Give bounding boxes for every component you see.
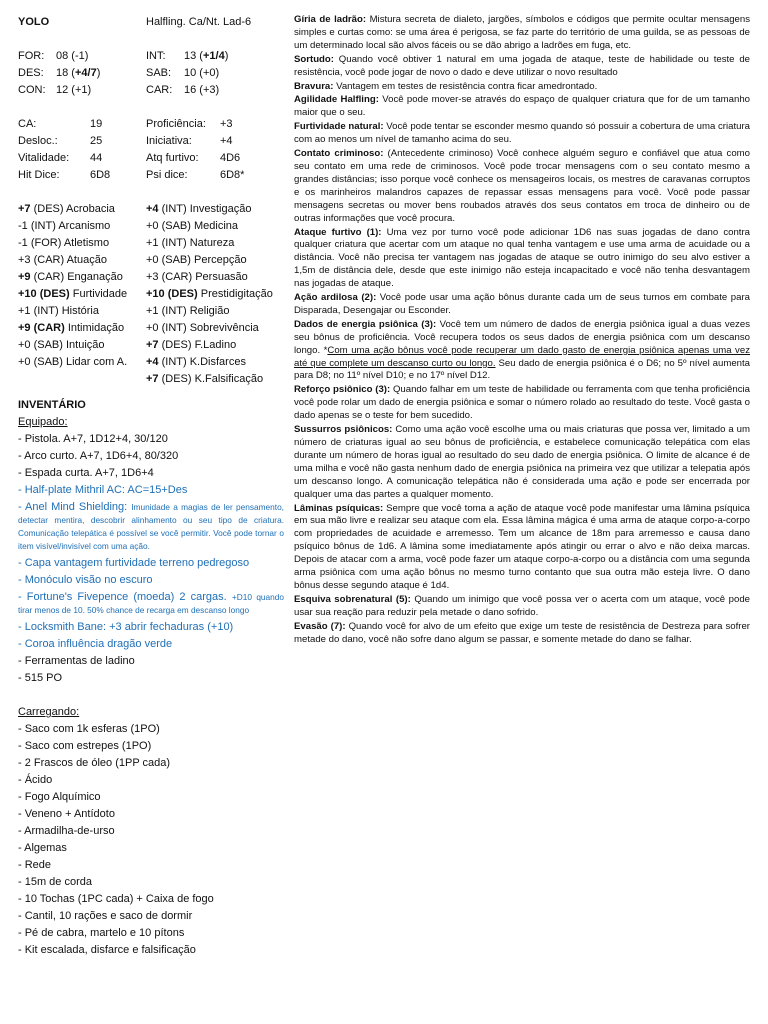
- ability-value: 10 (+0): [184, 67, 220, 79]
- skill-row: [18, 252, 284, 269]
- character-column: [18, 14, 284, 959]
- skill-row: [18, 235, 284, 252]
- item-name: - Anel Mind Shielding:: [18, 501, 128, 513]
- ability-label: SAB:: [146, 67, 172, 79]
- feature-paragraph: [294, 424, 750, 501]
- skill-name: (DES) K.Falsificação: [158, 373, 264, 385]
- skill-name: (DES) Acrobacia: [30, 203, 115, 215]
- carried-item: - Fogo Alquímico: [18, 791, 101, 803]
- equipped-item: - 515 PO: [18, 672, 63, 684]
- stat-row: [18, 133, 284, 150]
- stat-label: Psi dice:: [146, 169, 188, 181]
- feature-paragraph: [294, 94, 750, 120]
- feature-title: Reforço psiônico (3):: [294, 384, 391, 396]
- feature-paragraph: [294, 503, 750, 593]
- equipped-item: - Pistola. A+7, 1D12+4, 30/120: [18, 433, 168, 445]
- carried-item: - Armadilha-de-urso: [18, 825, 115, 837]
- stat-label: Desloc.:: [18, 135, 58, 147]
- ability-label: CAR:: [146, 84, 173, 96]
- carried-item: - Saco com estrepes (1PO): [18, 740, 152, 752]
- skill-name: +0 (SAB) Intuição: [18, 339, 105, 351]
- ability-tail: ): [96, 67, 101, 79]
- skill-name: (INT) Investigação: [158, 203, 252, 215]
- carrying-list: [18, 721, 284, 959]
- equipped-item: - Arco curto. A+7, 1D6+4, 80/320: [18, 450, 179, 462]
- skill-row: [18, 320, 284, 337]
- feature-paragraph: [294, 594, 750, 620]
- feature-text: Quando você obtiver 1 natural em uma jogada de ataque, teste de habilidade ou teste de resistência, você pode jogar de novo o dado e deve utilizar o novo resultado: [294, 53, 750, 78]
- equipped-item: [18, 501, 284, 553]
- feature-text: (Antecedente criminoso) Você conhece alguém seguro e confiável que atua como seu contato em uma rede de criminosos. Você pode trocar mensagens com o seu contato mesmo a grandes distâncias; isso porque você conhece os mensageiros locais, os mestres de caravanas corruptos e os marinheiros malandros capazes de repassar essas mensagens para você. Você pode passar mensagens secretas ou mover bens roubados através dos seus contatos em troca de dinheiro ou de outras informações que você procura.: [294, 148, 750, 224]
- feature-title: Dados de energia psiônica (3):: [294, 318, 437, 330]
- stat-label: Atq furtivo:: [146, 152, 199, 164]
- skill-row: [18, 286, 284, 303]
- item-note: +D10 quando tirar menos de 10. 50% chance de recarga em descanso longo: [18, 592, 285, 615]
- equipped-item: - Ferramentas de ladino: [18, 655, 135, 667]
- feature-title: Lâminas psíquicas:: [294, 502, 384, 514]
- ability-tail: ): [224, 50, 229, 62]
- equipped-item: - Espada curta. A+7, 1D6+4: [18, 467, 154, 479]
- ability-label: INT:: [146, 50, 166, 62]
- skill-name: +1 (INT) História: [18, 305, 99, 317]
- feature-paragraph: [294, 292, 750, 318]
- feature-title: Ação ardilosa (2):: [294, 292, 377, 304]
- skill-name: +3 (CAR) Persuasão: [146, 271, 248, 283]
- equipped-label: Equipado:: [18, 416, 68, 428]
- ability-mod: +4/7: [74, 67, 97, 79]
- skills-list: [18, 201, 284, 388]
- feature-text: Você pode mover-se através do espaço de qualquer criatura que for de um tamanho maior que o seu.: [294, 94, 750, 119]
- feature-paragraph: [294, 621, 750, 647]
- skill-mod: +7: [146, 339, 159, 351]
- features-column: [294, 14, 750, 648]
- equipped-item: - Monóculo visão no escuro: [18, 574, 153, 586]
- carried-item: - Saco com 1k esferas (1PO): [18, 723, 160, 735]
- skill-mod: +7: [146, 373, 159, 385]
- skill-row: [18, 201, 284, 218]
- feature-title: Bravura:: [294, 80, 334, 92]
- equipped-item: - Locksmith Bane: +3 abrir fechaduras (+10): [18, 621, 234, 633]
- skill-row: [18, 303, 284, 320]
- stat-value: 44: [90, 152, 103, 164]
- stat-value: 6D8*: [220, 169, 245, 181]
- stat-value: 6D8: [90, 169, 111, 181]
- skill-name: Furtividade: [69, 288, 128, 300]
- skill-name: Prestidigitação: [197, 288, 273, 300]
- feature-paragraph: [294, 148, 750, 225]
- feature-text: Você pode usar uma ação bônus durante cada um de seus turnos em combate para Disparada, Desengajar ou Esconder.: [294, 292, 750, 316]
- feature-title: Furtividade natural:: [294, 121, 384, 133]
- carried-item: - 10 Tochas (1PC cada) + Caixa de fogo: [18, 893, 214, 905]
- stat-label: Proficiência:: [146, 118, 206, 130]
- skill-row: [18, 218, 284, 235]
- header-row: [18, 14, 284, 31]
- skill-name: (CAR) Enganação: [30, 271, 123, 283]
- stat-row: [18, 167, 284, 184]
- skill-name: +3 (CAR) Atuação: [18, 254, 107, 266]
- ability-label: DES:: [18, 67, 44, 79]
- ability-scores: [18, 48, 284, 99]
- inventory-title: INVENTÁRIO: [18, 399, 86, 411]
- inventory-section: [18, 397, 284, 959]
- stat-label: Iniciativa:: [146, 135, 192, 147]
- ability-mod: +1/4: [202, 50, 225, 62]
- stat-value: 19: [90, 118, 103, 130]
- stat-value: 25: [90, 135, 103, 147]
- ability-row: [18, 65, 284, 82]
- item-name: - Fortune's Fivepence (moeda) 2 cargas.: [18, 591, 227, 603]
- skill-name: -1 (FOR) Atletismo: [18, 237, 110, 249]
- skill-name: +0 (SAB) Lidar com A.: [18, 356, 128, 368]
- stat-label: Vitalidade:: [18, 152, 70, 164]
- feature-text: Uma vez por turno você pode adicionar 1D6 nas suas jogadas de dano contra qualquer criatura que acertar com um ataque no qual tenha vantagem e use uma arma de acuidade ou a distância. Você não precisa ter vantagem nas jogadas de ataque se outro inimigo do seu alvo estiver a 1,5m de distância dele, desde que este inimigo não esteja incapacitado e você não tenha desvantagem nas jogadas de ataque.: [294, 226, 750, 290]
- skill-name: Intimidação: [64, 322, 125, 334]
- equipped-item: [18, 591, 284, 617]
- character-name: YOLO: [18, 16, 50, 28]
- skill-name: +0 (SAB) Percepção: [146, 254, 247, 266]
- ability-label: CON:: [18, 84, 46, 96]
- skill-mod: +10 (DES): [18, 288, 70, 300]
- stat-value: +4: [220, 135, 233, 147]
- feature-title: Agilidade Halfling:: [294, 94, 379, 106]
- feature-title: Sortudo:: [294, 53, 334, 65]
- ability-value: 13 (: [184, 50, 203, 62]
- skill-name: -1 (INT) Arcanismo: [18, 220, 111, 232]
- equipped-item: - Coroa influência dragão verde: [18, 638, 173, 650]
- feature-title: Gíria de ladrão:: [294, 14, 367, 25]
- ability-value: 16 (+3): [184, 84, 220, 96]
- feature-text-tail: Seu dado de energia psiônica é o D6; no 5º nível aumenta para D8; no 11º nível D10; e no 17º nível D12.: [294, 357, 751, 382]
- skill-row: [18, 337, 284, 354]
- race-class: Halfling. Ca/Nt. Lad-6: [146, 16, 252, 28]
- feature-title: Contato criminoso:: [294, 148, 384, 160]
- ability-row: [18, 82, 284, 99]
- feature-text: Você tem um número de dados de energia psiônica igual a duas vezes seu bônus de proficiência. Você recupera todos os seus dados de energia psiônica com um descanso longo. *: [294, 318, 750, 356]
- skill-name: (INT) K.Disfarces: [158, 356, 246, 368]
- stat-label: Hit Dice:: [18, 169, 60, 181]
- ability-label: FOR:: [18, 50, 45, 62]
- ability-value: 18 (: [56, 67, 75, 79]
- skill-mod: +9: [18, 271, 31, 283]
- feature-paragraph: [294, 319, 750, 384]
- feature-title: Sussurros psiônicos:: [294, 424, 393, 436]
- feature-paragraph: [294, 121, 750, 147]
- feature-underlined: Com uma ação bônus você pode recuperar um dado gasto de energia psiônica apenas uma vez até que complete um descanso curto ou longo.: [294, 344, 750, 369]
- equipped-item: - Capa vantagem furtividade terreno pedregoso: [18, 557, 250, 569]
- ability-value: 08 (-1): [56, 50, 89, 62]
- skill-row: [18, 269, 284, 286]
- skill-mod: +7: [18, 203, 31, 215]
- stat-value: +3: [220, 118, 233, 130]
- skill-mod: +9 (CAR): [18, 322, 65, 334]
- skill-row: [18, 371, 284, 388]
- skill-name: +1 (INT) Natureza: [146, 237, 235, 249]
- feature-paragraph: [294, 227, 750, 292]
- skill-name: +0 (INT) Sobrevivência: [146, 322, 259, 334]
- feature-title: Esquiva sobrenatural (5):: [294, 593, 411, 605]
- skill-row: [18, 354, 284, 371]
- feature-text: Mistura secreta de dialeto, jargões, símbolos e códigos que permite ocultar mensagens simples e curtas como: se uma área é perigosa, se faz parte do território de uma guilda, se as pessoas de um determinado local são alvos fáceis ou se dão abrigo a ladrões em fuga, etc.: [294, 14, 750, 51]
- stat-row: [18, 116, 284, 133]
- skill-mod: +10 (DES): [146, 288, 198, 300]
- skill-name: +1 (INT) Religião: [146, 305, 230, 317]
- carried-item: - Algemas: [18, 842, 67, 854]
- carried-item: - Ácido: [18, 774, 53, 786]
- carried-item: - Veneno + Antídoto: [18, 808, 115, 820]
- ability-row: [18, 48, 284, 65]
- item-note: Imunidade a magias de ler pensamento, detectar mentira, descobrir alinhamento ou seu tipo de criatura. Comunicação telepática é possível se você permitir. Você pode tornar o item visível/invisível com uma ação.: [18, 502, 284, 551]
- feature-text: Quando um inimigo que você possa ver o acerta com um ataque, você pode usar sua reação para reduzir pela metade o dano sofrido.: [294, 593, 750, 618]
- stat-row: [18, 150, 284, 167]
- feature-title: Ataque furtivo (1):: [294, 226, 382, 238]
- stat-value: 4D6: [220, 152, 241, 164]
- feature-text: Quando você for alvo de um efeito que exige um teste de resistência de Destreza para sofrer metade do dano, você não sofre dano algum se passar, e somente metade do dano se falhar.: [294, 620, 750, 645]
- carried-item: - Pé de cabra, martelo e 10 pítons: [18, 927, 185, 939]
- skill-name: (DES) F.Ladino: [158, 339, 237, 351]
- skill-name: +0 (SAB) Medicina: [146, 220, 239, 232]
- carried-item: - Kit escalada, disfarce e falsificação: [18, 944, 196, 956]
- feature-text: Você pode tentar se esconder mesmo quando só possuir a cobertura de uma criatura com ao menos um nível de tamanho acima do seu.: [294, 121, 750, 146]
- equipped-item: - Half-plate Mithril AC: AC=15+Des: [18, 484, 188, 496]
- carried-item: - 15m de corda: [18, 876, 92, 888]
- feature-paragraph: [294, 54, 750, 80]
- feature-title: Evasão (7):: [294, 620, 346, 632]
- equipped-list: [18, 431, 284, 687]
- skill-mod: +4: [146, 203, 159, 215]
- carrying-label: Carregando:: [18, 706, 80, 718]
- carried-item: - Rede: [18, 859, 52, 871]
- feature-paragraph: [294, 14, 750, 53]
- feature-text: Sempre que você toma a ação de ataque você pode manifestar uma lâmina psíquica em sua mão livre e realizar seu ataque com ela. Essa lâmina mágica é uma arma de ataque corpo-a-corpo com propriedades de acuidade e arremesso. Tem um alcance de 18m para arremesso e causa dano psíquico bônus de 1d6. A lâmina some imediatamente após atingir ou errar o alvo e não deixa marcas. Depois de atacar com a arma, você pode fazer um ataque corpo-a-corpo ou a distância com uma segunda arma psiônica com uma ação bônus no mesmo turno contanto que sua outra mão esteja livre. O dano bônus desse segundo ataque é 1d4.: [294, 502, 750, 591]
- ability-value: 12 (+1): [56, 84, 92, 96]
- skill-mod: +4: [146, 356, 159, 368]
- feature-text: Como uma ação você escolhe uma ou mais criaturas que possa ver, limitado a um número de criaturas igual ao seu bônus de proficiência, e estabelece comunicação telepática com elas durante um número de horas igual ao resultado do seu dado de energia psiônica. O limite de alcance é de uma milha e você não gasta nenhum dado de energia psiônica na primeira vez que utilizar a telepatia após um descanso longo. A comunicação telepática não é considerada uma ação e pode ser encerrada por qualquer uma das partes a qualquer momento.: [294, 424, 751, 500]
- combat-stats: [18, 116, 284, 184]
- carried-item: - Cantil, 10 rações e saco de dormir: [18, 910, 193, 922]
- feature-paragraph: [294, 384, 750, 423]
- stat-label: CA:: [18, 118, 37, 130]
- carried-item: - 2 Frascos de óleo (1PP cada): [18, 757, 171, 769]
- feature-text: Quando falhar em um teste de habilidade ou ferramenta com que tenha proficiência você pode rolar um dado de energia psiônica e somar o número rolado ao resultado do teste. Você gasta o dado apenas se o teste for bem sucedido.: [294, 384, 750, 422]
- feature-text: Vantagem em testes de resistência contra ficar amedrontado.: [333, 80, 598, 92]
- feature-paragraph: [294, 81, 750, 94]
